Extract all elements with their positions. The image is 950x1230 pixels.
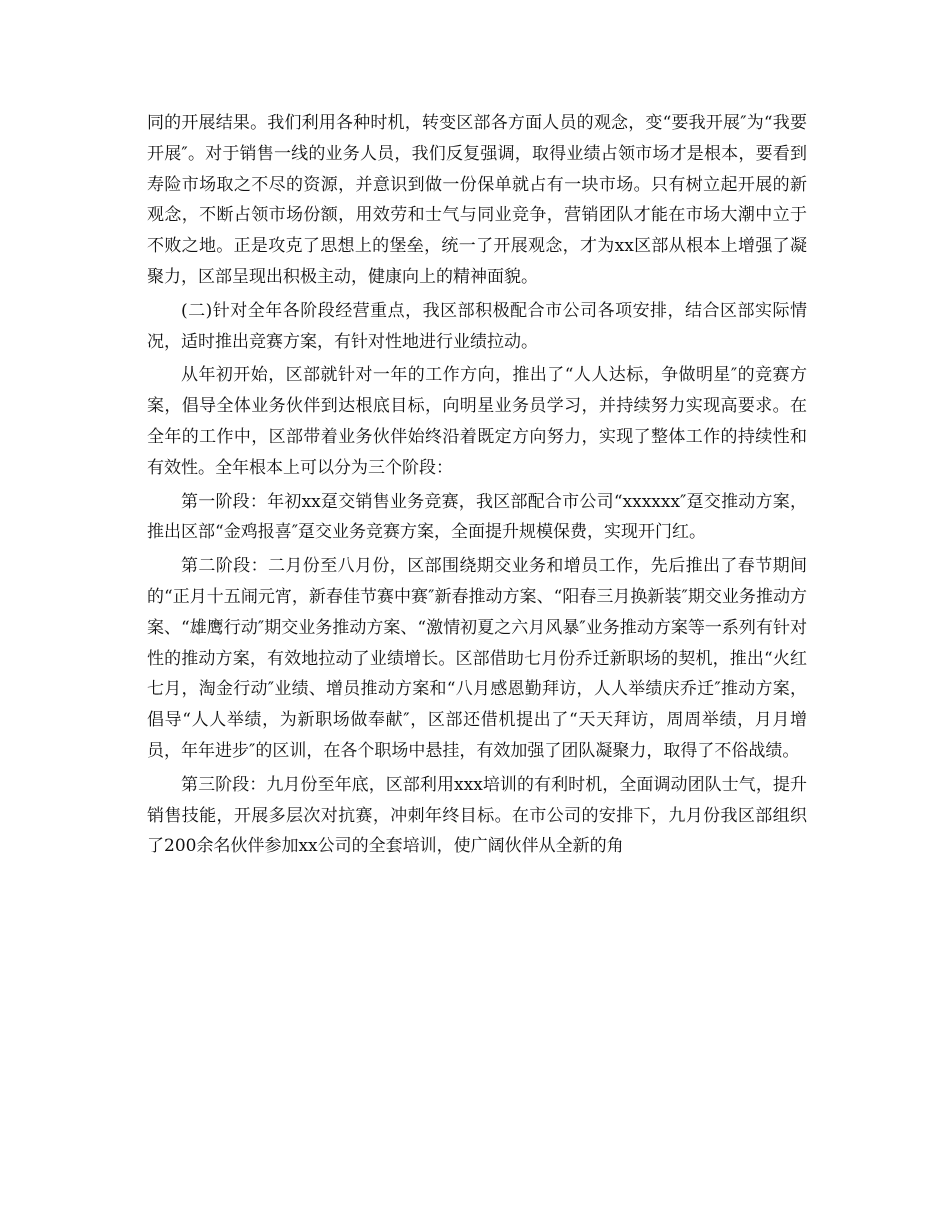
document-body [147, 108, 807, 865]
paragraph-6: 第三阶段：九月份至年底，区部利用xxx培训的有利时机，全面调动团队士气，提升销售技能，开展多层次对抗赛，冲刺年终目标。在市公司的安排下，九月份我区部组织了200余名伙伴参加xx公司的全套培训，使广阔伙伴从全新的角 [147, 774, 807, 857]
paragraph-2: (二)针对全年各阶段经营重点，我区部积极配合市公司各项安排，结合区部实际情况，适时推出竞赛方案，有针对性地进行业绩拉动。 [147, 300, 807, 352]
paragraph-1: 同的开展结果。我们利用各种时机，转变区部各方面人员的观念，变“要我开展″为“我要开展″。对于销售一线的业务人员，我们反复强调，取得业绩占领市场才是根本，要看到寿险市场取之不尽的资源，并意识到做一份保单就占有一块市场。只有树立起开展的新观念，不断占领市场份额，用效劳和士气与同业竞争，营销团队才能在市场大潮中立于不败之地。正是攻克了思想上的堡垒，统一了开展观念，才为xx区部从根本上增强了凝聚力，区部呈现出积极主动，健康向上的精神面貌。 [147, 113, 807, 287]
paragraph-5: 第二阶段：二月份至八月份，区部围绕期交业务和增员工作，先后推出了春节期间的“正月十五闹元宵，新春佳节赛中赛″新春推动方案、“阳春三月换新装″期交业务推动方案、“雄鹰行动″期交业务推动方案、“激情初夏之六月风暴″业务推动方案等一系列有针对性的推动方案，有效地拉动了业绩增长。区部借助七月份乔迁新职场的契机，推出“火红七月，淘金行动″业绩、增员推动方案和“八月感恩勤拜访，人人举绩庆乔迁″推动方案，倡导“人人举绩，为新职场做奉献″，区部还借机提出了“天天拜访，周周举绩，月月增员，年年进步″的区训，在各个职场中悬挂，有效加强了团队凝聚力，取得了不俗战绩。 [147, 556, 807, 761]
paragraph-4: 第一阶段：年初xx趸交销售业务竞赛，我区部配合市公司“xxxxxx″趸交推动方案，推出区部“金鸡报喜″趸交业务竞赛方案，全面提升规模保费，实现开门红。 [147, 491, 807, 543]
paragraph-3: 从年初开始，区部就针对一年的工作方向，推出了“人人达标，争做明星″的竞赛方案，倡导全体业务伙伴到达根底目标，向明星业务员学习，并持续努力实现高要求。在全年的工作中，区部带着业务伙伴始终沿着既定方向努力，实现了整体工作的持续性和有效性。全年根本上可以分为三个阶段： [147, 365, 807, 478]
